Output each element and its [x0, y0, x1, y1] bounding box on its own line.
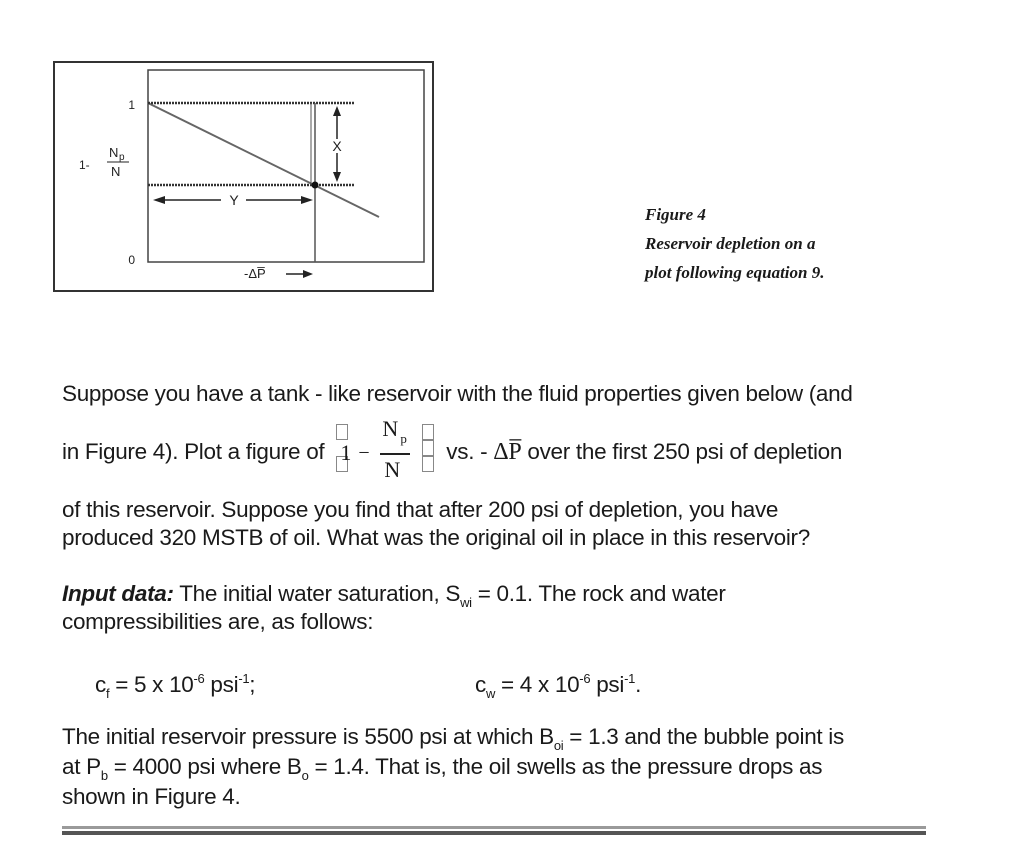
pressure-text-e: = 1.4. That is, the oil swells as the pressure drops as	[308, 754, 823, 779]
caption-line-3: plot following equation 9.	[645, 263, 825, 282]
figure-4-diagram	[53, 61, 434, 292]
input-data-line-2: compressibilities are, as follows:	[62, 609, 374, 634]
cw-symbol: c	[475, 672, 486, 697]
footer-rule	[62, 826, 926, 829]
footer-rule-thick	[62, 831, 926, 835]
pressure-text-d: = 4000 psi where B	[107, 754, 302, 779]
bracket-box-icon	[422, 456, 434, 472]
cf-unit-exponent: -1	[238, 671, 250, 686]
expression-denominator: N	[384, 457, 400, 483]
cf-exponent: -6	[193, 671, 205, 686]
expression-subscript: p	[400, 431, 407, 447]
problem-line-4: produced 320 MSTB of oil. What was the original oil in place in this reservoir?	[62, 525, 810, 550]
pb-subscript: b	[100, 768, 108, 783]
input-text-a: The initial water saturation, S	[173, 581, 461, 606]
problem-line-3: of this reservoir. Suppose you find that after 200 psi of depletion, you have	[62, 497, 779, 522]
pressure-line-3: shown in Figure 4.	[62, 784, 241, 809]
plot-expression	[330, 416, 440, 483]
bo-subscript: o	[301, 768, 309, 783]
intersection-point	[312, 182, 319, 189]
y-marker-label: Y	[229, 192, 239, 208]
y-axis-label-prefix: 1-	[79, 158, 90, 172]
delta-p-bar: ΔP̅	[493, 439, 522, 465]
pressure-text-c: at P	[62, 754, 101, 779]
bracket-box-icon	[422, 424, 434, 440]
cf-value: = 5 x 10	[109, 672, 194, 697]
tick-label-one: 1	[128, 98, 135, 112]
expression-minus: −	[358, 442, 370, 465]
pressure-text-b: = 1.3 and the bubble point is	[563, 724, 844, 749]
expression-numerator: N	[382, 416, 398, 442]
expression-one: 1	[340, 440, 352, 466]
caption-line-1: Figure 4	[645, 205, 706, 224]
cw-unit: psi	[590, 672, 625, 697]
y-axis-label-numerator: N	[109, 145, 119, 160]
cw-exponent: -6	[579, 671, 591, 686]
caption-line-2: Reservoir depletion on a	[645, 234, 816, 253]
cw-value: = 4 x 10	[495, 672, 580, 697]
tick-label-zero: 0	[128, 253, 135, 267]
problem-line-2-end: over the first 250 psi of depletion	[527, 439, 843, 464]
pressure-text-a: The initial reservoir pressure is 5500 psi at which B	[62, 724, 554, 749]
vs-text: vs. -	[446, 439, 488, 464]
rock-compressibility	[95, 665, 255, 708]
cf-symbol: c	[95, 672, 106, 697]
boi-subscript: oi	[553, 738, 564, 753]
water-compressibility	[475, 665, 641, 708]
x-marker-label: X	[332, 138, 342, 154]
problem-line-2-start: in Figure 4). Plot a figure of	[62, 439, 325, 464]
cf-subscript: f	[105, 686, 110, 701]
cw-end: .	[635, 672, 642, 697]
problem-line-1: Suppose you have a tank - like reservoir with the fluid properties given below (and	[62, 381, 853, 406]
cf-unit: psi	[204, 672, 239, 697]
cw-unit-exponent: -1	[624, 671, 636, 686]
input-text-b: = 0.1. The rock and water	[471, 581, 726, 606]
swi-subscript: wi	[460, 595, 472, 610]
y-axis-label-subscript: p	[119, 152, 125, 163]
bracket-box-icon	[422, 440, 434, 456]
y-axis-label-denominator: N	[111, 164, 121, 179]
input-data-label: Input data:	[62, 581, 174, 606]
cw-subscript: w	[485, 686, 496, 701]
x-axis-label: -ΔP̅	[244, 266, 266, 281]
figure-caption	[645, 200, 824, 287]
problem-line-2	[62, 416, 843, 483]
cf-end: ;	[249, 672, 256, 697]
